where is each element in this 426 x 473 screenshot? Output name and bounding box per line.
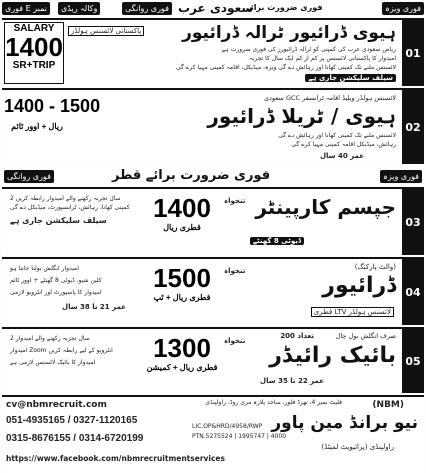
- country-title: سعودی عرب: [178, 1, 254, 15]
- salary-box: [4, 22, 64, 84]
- wakala-tag: وکالہ ریڈی: [58, 2, 100, 15]
- company-subtitle: (پرائیویٹ لمیٹڈ) راولپنڈی: [321, 443, 394, 451]
- job-line: کلین شیو، ڈیوٹی 8 گھنٹے + اوور ٹائم: [10, 277, 102, 284]
- license-number: LIC.OP&HRD/4958/RWP: [192, 423, 263, 430]
- gcc-note: سعودی GCC لائسنس ہولڈر ویلیڈ اقامہ ٹرانسفر: [263, 94, 396, 102]
- job-subtitle: صرف انگلش بول چال: [335, 332, 396, 340]
- urgent-tag: فوری روانگی: [122, 2, 172, 15]
- job-number: 05: [402, 329, 424, 393]
- job-row-04: [2, 257, 424, 325]
- visa-tag: فوری ویزہ: [382, 2, 424, 15]
- urgent-tag: فوری روانگی: [4, 170, 54, 183]
- address: فلیٹ نمبر 4، تھرڈ فلور، ساجد پلازہ مری روڈ، راولپنڈی: [205, 399, 342, 406]
- salary-value: 1300: [153, 333, 211, 363]
- job-line: 2 سال تجربہ رکھنے والے امیدوار: [10, 335, 90, 342]
- qatar-title: فوری ضرورت برائے قطر: [112, 168, 271, 183]
- currency: قطری ریال: [163, 223, 201, 232]
- job-number: 02: [402, 90, 424, 164]
- job-line: امیدوار کا بائیک لائسنس لازمی ہے: [10, 359, 96, 366]
- job-line: لائسنس ملنے تک کمپنی کھانا اور رہائش دے گی ویزہ، میڈیکل، اقامہ کمپنی مہیا کرے گی: [176, 64, 396, 71]
- age-note: عمر 21 تا 38 سال: [62, 303, 126, 311]
- job-title: ڈرائیور: [322, 273, 396, 298]
- phone-number[interactable]: 051-4935165: [6, 415, 65, 426]
- ptn-number: PTN.5275524 | 1995747 | 4000: [192, 433, 287, 440]
- job-row-02: [2, 88, 424, 164]
- job-line: امیدوار کا پاسپورٹ اور انٹرویو لازمی: [10, 289, 102, 296]
- job-line: رہائش، میڈیکل اقامہ کمپنی مہیا کرے گی: [291, 141, 396, 148]
- job-number: 03: [402, 189, 424, 255]
- selection-badge: سیلف سلیکشن جاری ہے: [305, 74, 396, 82]
- header: [0, 0, 426, 16]
- website-link[interactable]: https://www.facebook.com/nbmrecruitmentservices: [6, 454, 225, 463]
- job-row-03: [2, 187, 424, 255]
- salary-value: 1400: [153, 193, 211, 223]
- phone-number[interactable]: 0315-8676155: [6, 433, 71, 444]
- job-title: بائیک رائیڈر: [269, 343, 396, 368]
- job-line: ریاض سعودی عرب کی کمپنی کو ٹرالہ ڈرائیورز کی فوری ضرورت ہے: [221, 46, 396, 53]
- phone-number[interactable]: 0314-6720199: [78, 433, 144, 444]
- salary-extra: SR+TRIP: [12, 60, 56, 71]
- company-abbr: (NBM): [372, 400, 404, 410]
- currency: قطری ریال + کمیشن: [146, 363, 218, 372]
- job-line: کمپنی کھانا، رہائش، ٹرانسپورٹ، میڈیکل دے گی: [10, 204, 130, 211]
- header-prefix: فوری ضرورت برائے: [246, 3, 323, 12]
- license-note: قطری LTV لائسنس ہولڈر: [311, 307, 394, 317]
- salary-value: 1500: [153, 263, 211, 293]
- job-line: امیدوار کا پاکستانی لائسنس پر کم از کم ایک سال کا تجربہ: [249, 55, 396, 62]
- license-note: پاکستانی لائسنس ہولڈر: [68, 26, 144, 36]
- job-title: ہیوی / ٹریلا ڈرائیور: [207, 104, 396, 128]
- job-line: امیدوار Zoom انٹرویو کے لیے رابطہ کریں: [10, 347, 113, 354]
- job-line: لائسنس ملنے تک کمپنی کھانا اور رہائش دے گی: [278, 132, 396, 139]
- job-line: امیدوار انگلش بولنا جانتا ہو: [10, 265, 79, 272]
- age-note: عمر 22 تا 35 سال: [260, 377, 324, 385]
- age-note: عمر 40 سال: [319, 152, 364, 160]
- contact-phones-row-1: 051-4935165 / 0327-1120165: [6, 415, 138, 426]
- currency: قطری ریال + ٹپ: [153, 293, 211, 302]
- salary-label: تنخواہ: [224, 197, 246, 205]
- job-row-05: [2, 327, 424, 393]
- salary-label: SALARY: [13, 23, 55, 34]
- contact-email[interactable]: cv@nbmrecruit.com: [6, 400, 107, 410]
- count-note: تعداد 200: [280, 332, 314, 340]
- salary-value: 1400: [5, 32, 63, 62]
- visa-tag: فوری ویزہ: [380, 170, 422, 183]
- job-number: 04: [402, 259, 424, 325]
- duty-badge: ڈیوٹی 8 گھنٹے: [250, 237, 304, 245]
- salary-extra: ریال + اوور ٹائم: [11, 122, 63, 131]
- phone-number[interactable]: 0327-1120165: [73, 415, 138, 426]
- salary-box: [142, 263, 222, 309]
- contact-phones-row-2: 0315-8676155 / 0314-6720199: [6, 433, 144, 444]
- job-number: 01: [402, 20, 424, 86]
- job-title: جپسم کارپینٹر: [255, 195, 396, 219]
- salary-box: [4, 94, 101, 160]
- company-name: نیو برانڈ مین پاور: [271, 413, 418, 433]
- job-title: ہیوی ڈرائیور ٹرالہ ڈرائیور: [182, 23, 396, 43]
- salary-box: [142, 193, 222, 239]
- job-row-01: [2, 18, 424, 86]
- qatar-header: [2, 167, 424, 185]
- job-line: 2 سال تجربہ رکھنے والے امیدوار رابطہ کریں: [10, 195, 121, 202]
- footer: [2, 395, 424, 473]
- selection-note: سیلف سلیکشن جاری ہے: [10, 216, 107, 225]
- job-subtitle: (والٹ پارکنگ): [354, 263, 396, 271]
- salary-label: تنخواہ: [224, 337, 246, 345]
- salary-box: [142, 333, 222, 379]
- salary-label: تنخواہ: [224, 267, 246, 275]
- e-number-tag: فوری E نمبر: [2, 2, 50, 15]
- salary-range: 1400 - 1500: [4, 96, 101, 116]
